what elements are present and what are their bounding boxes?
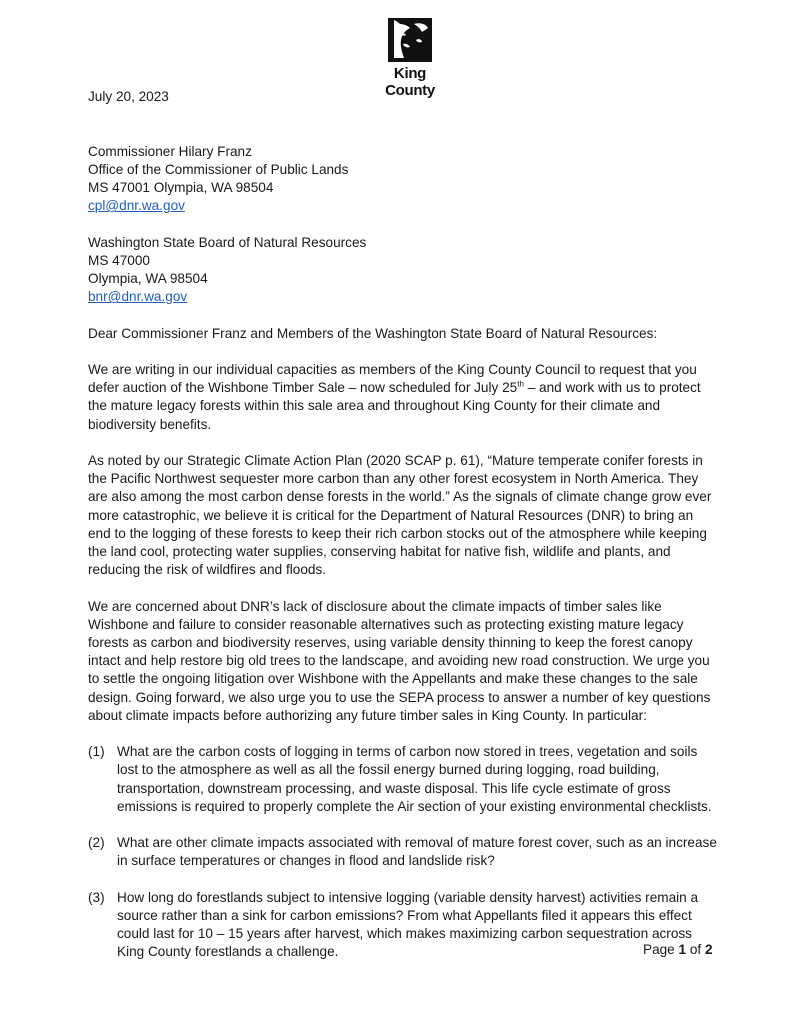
recipient-email-link[interactable]: cpl@dnr.wa.gov bbox=[88, 198, 185, 214]
page-number: Page 1 of 2 bbox=[643, 942, 713, 957]
question-text: What are other climate impacts associated with removal of mature forest cover, such as an increase in surface temperatures or changes in flood and landslide risk? bbox=[117, 835, 717, 869]
question-number: (2) bbox=[88, 835, 105, 851]
recipient-address: MS 47001 Olympia, WA 98504 bbox=[88, 179, 274, 195]
paragraph-concerns: We are concerned about DNR’s lack of disclosure about the climate impacts of timber sales like Wishbone and failure to consider reasonable alternatives such as protecting existing mature legacy forests as carbon and biodiversity reserves, using variable density thinning to keep the forest canopy intact and help restore big old trees to the landscape, and avoiding new road construction. We urge you to settle the ongoing litigation over Wishbone with the Appellants and make these changes to the sale design. Going forward, we also urge you to use the SEPA process to answer a number of key questions about climate impacts before authorizing any future timber sales in King County. In particular: bbox=[88, 598, 711, 723]
logo-text: King County bbox=[385, 65, 435, 99]
letter-body bbox=[88, 88, 718, 962]
recipient-city: Olympia, WA 98504 bbox=[88, 270, 208, 286]
question-text: How long do forestlands subject to intensive logging (variable density harvest) activities remain a source rather than a sink for carbon emissions? From what Appellants filed it appears this effect could last for 10 – 15 years after harvest, which makes maximizing carbon sequestration across King County forestlands a challenge. bbox=[117, 889, 699, 960]
paragraph-scap-quote: As noted by our Strategic Climate Action Plan (2020 SCAP p. 61), “Mature temperate conifer forests in the Pacific Northwest sequester more carbon than any other forest ecosystem in North America. They are also among the most carbon dense forests in the world.” As the signals of climate change grow ever more catastrophic, we believe it is critical for the Department of Natural Resources (DNR) to bring an end to the logging of these forests to keep their rich carbon stocks out of the atmosphere while keeping the land cool, protecting water supplies, conserving habitat for native fish, wildlife and plants, and reducing the risk of wildfires and floods. bbox=[88, 452, 712, 578]
question-number: (1) bbox=[88, 744, 105, 760]
question-item bbox=[88, 889, 718, 962]
letter-date: July 20, 2023 bbox=[88, 89, 169, 104]
recipient-email-link[interactable]: bnr@dnr.wa.gov bbox=[88, 289, 188, 305]
recipient-address-2 bbox=[88, 234, 718, 307]
paragraph-request: We are writing in our individual capacities as members of the King County Council to request that you defer auction of the Wishbone Timber Sale – now scheduled for July 25th – and work with us to protect the mature legacy forests within this sale area and throughout King County for their climate and biodiversity benefits. bbox=[88, 361, 701, 432]
recipient-mailstop: MS 47000 bbox=[88, 252, 150, 268]
recipient-address-1 bbox=[88, 143, 718, 216]
salutation: Dear Commissioner Franz and Members of the Washington State Board of Natural Resources: bbox=[88, 325, 658, 341]
mlk-portrait-icon bbox=[388, 18, 432, 62]
recipient-name: Commissioner Hilary Franz bbox=[88, 143, 252, 159]
question-item bbox=[88, 834, 718, 870]
question-item bbox=[88, 743, 718, 816]
king-county-logo bbox=[370, 18, 450, 99]
question-number: (3) bbox=[88, 889, 105, 905]
question-text: What are the carbon costs of logging in terms of carbon now stored in trees, vegetation and soils lost to the atmosphere as well as all the fossil energy burned during logging, road building, transportation, downstream processing, and waste disposal. This life cycle estimate of gross emissions is required to properly complete the Air section of your existing environmental checklists. bbox=[117, 744, 712, 814]
recipient-name: Washington State Board of Natural Resources bbox=[88, 234, 367, 250]
recipient-office: Office of the Commissioner of Public Lands bbox=[88, 161, 349, 177]
